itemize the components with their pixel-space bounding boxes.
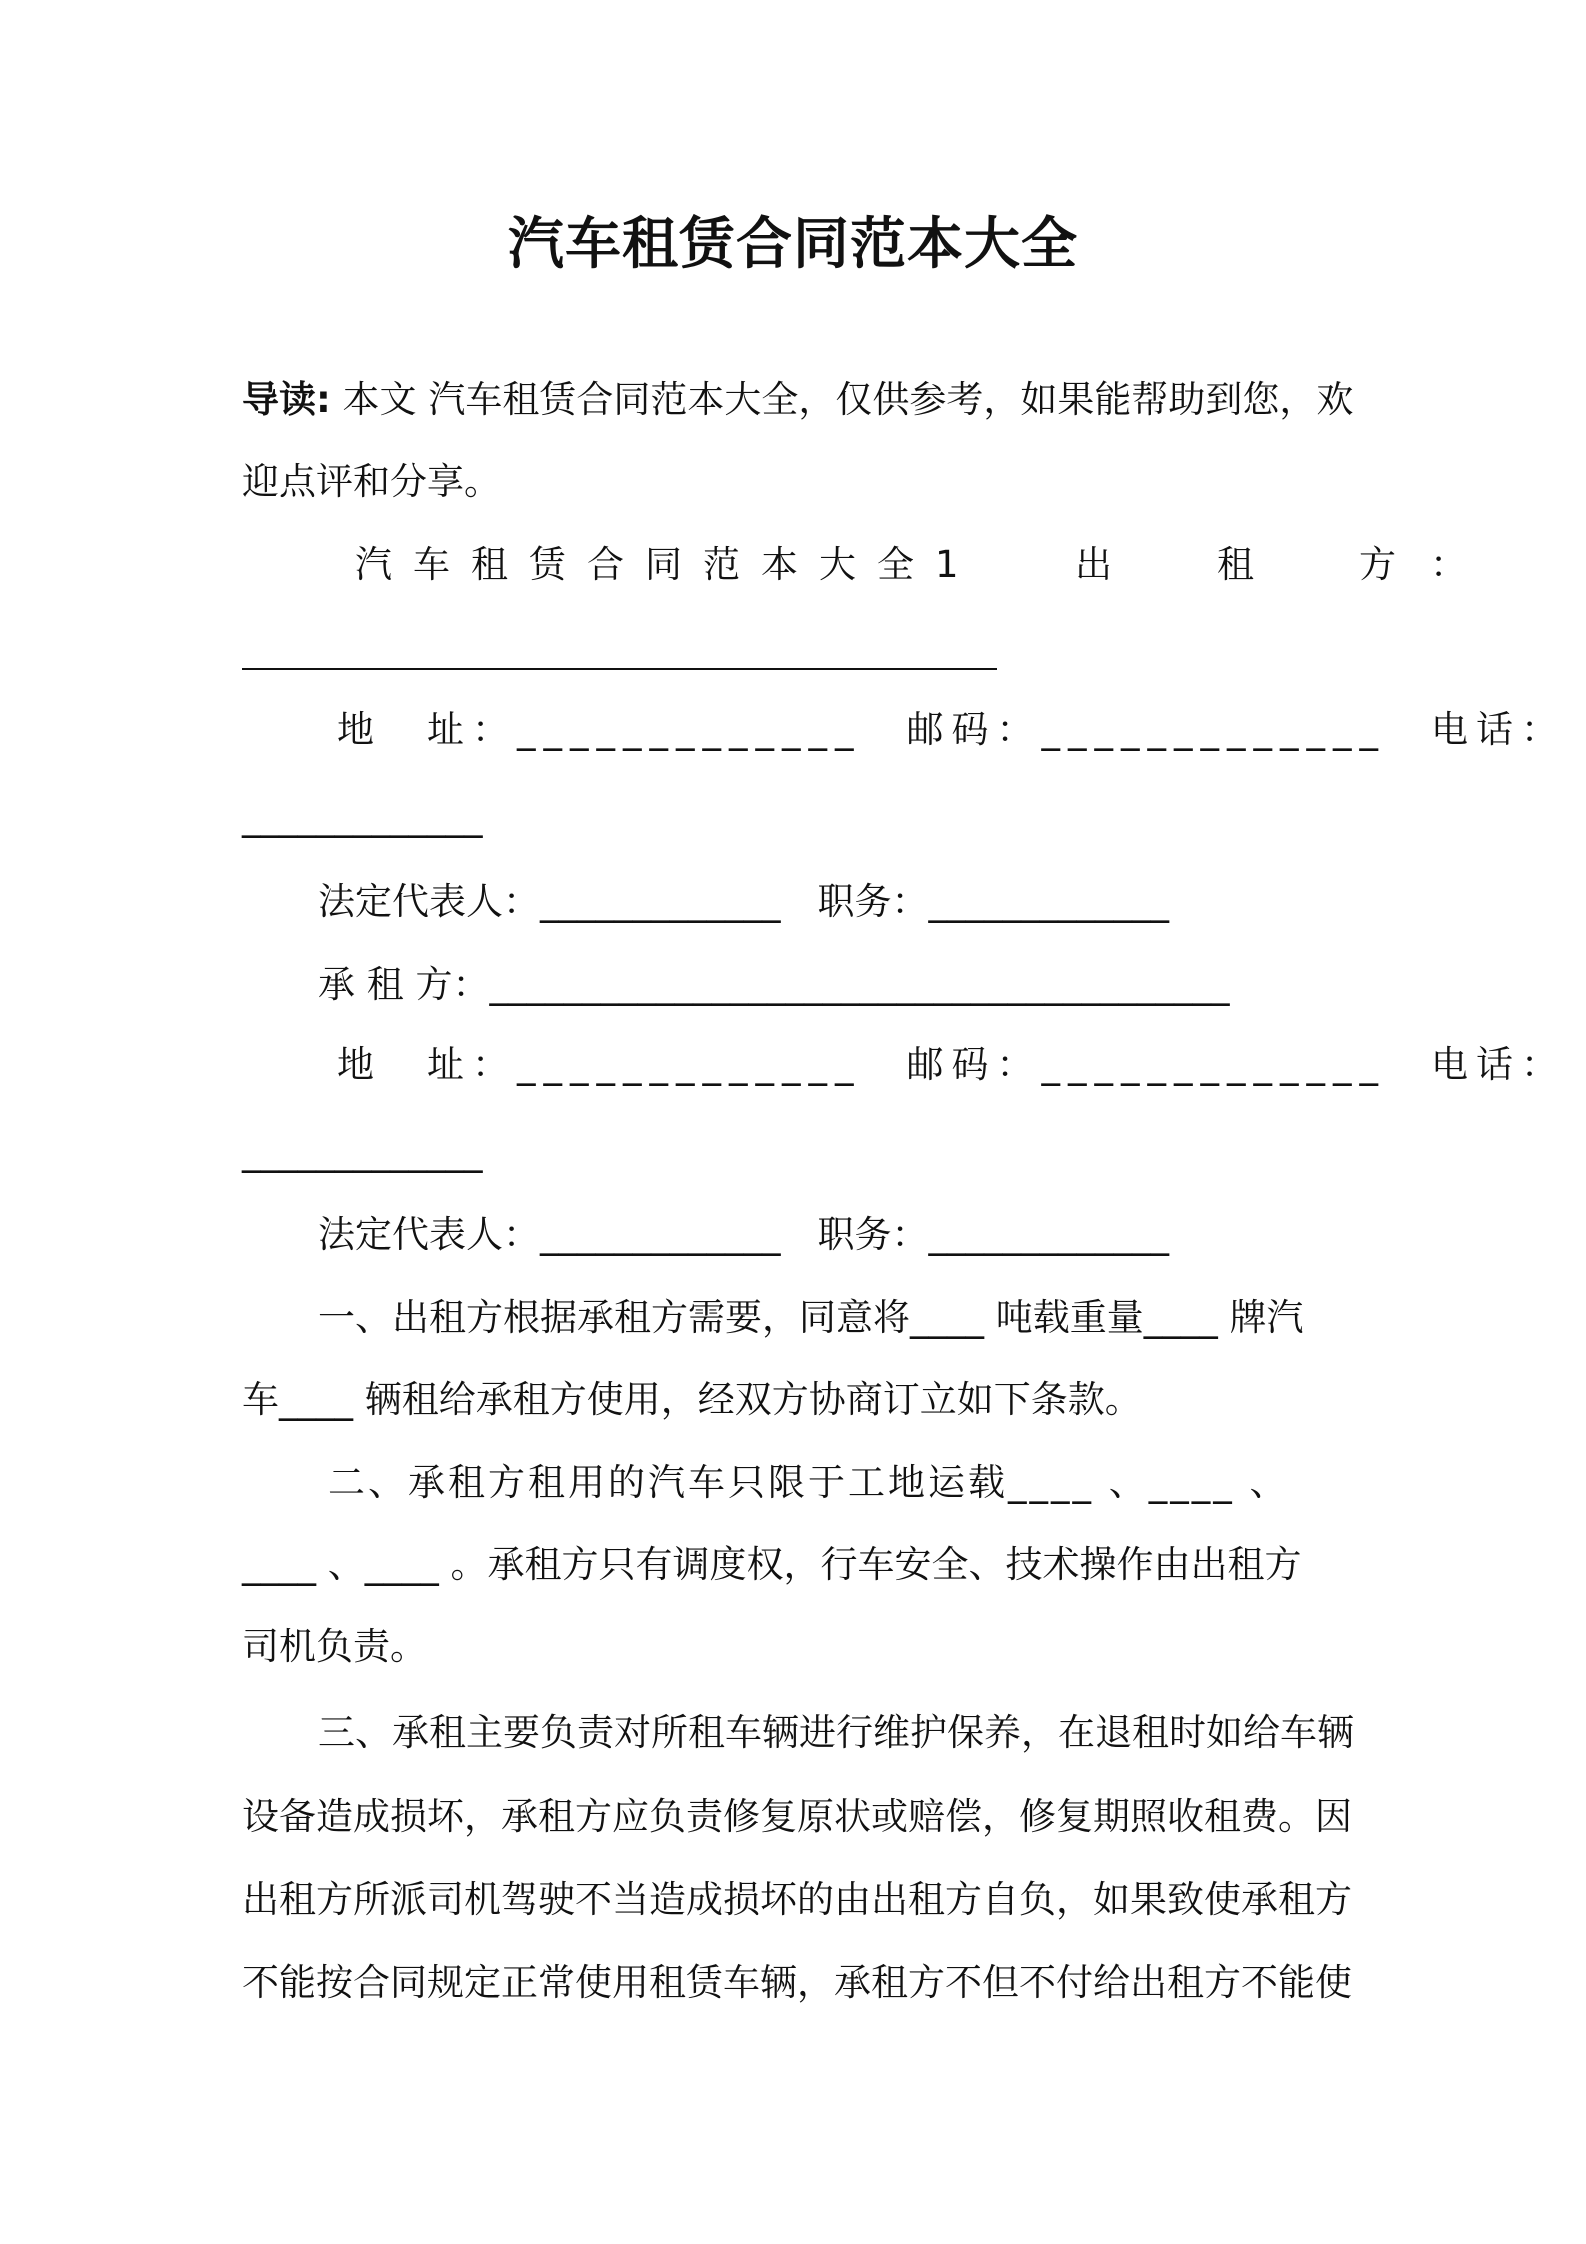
lessor-address-line: 地 址：_____________ 邮码：_____________ 电话： — [337, 708, 1566, 751]
lessor-label: 出 租 方： — [1075, 543, 1501, 586]
clause-2-line-3: 司机负责。 — [242, 1625, 427, 1668]
clause-2-line-1: 二、承租方租用的汽车只限于工地运载____ 、____ 、 — [328, 1461, 1290, 1504]
document-title: 汽车租赁合同范本大全 — [508, 212, 1078, 277]
section-heading: 汽车租赁合同范本大全1 — [355, 543, 980, 586]
lessor-phone-blank: _____________ — [242, 795, 483, 838]
intro-line-2: 迎点评和分享。 — [242, 460, 501, 503]
clause-3-line-3: 出租方所派司机驾驶不当造成损坏的由出租方自负，如果致使承租方 — [242, 1878, 1352, 1921]
clause-2-line-2: ____ 、____ 。承租方只有调度权，行车安全、技术操作由出租方 — [242, 1543, 1302, 1586]
lessee-phone-blank: _____________ — [242, 1130, 483, 1173]
clause-1-line-1: 一、出租方根据承租方需要，同意将____ 吨载重量____ 牌汽 — [318, 1296, 1304, 1339]
lessor-representative-line: 法定代表人：_____________ 职务：_____________ — [318, 880, 1169, 923]
lessee-line: 承 租 方：________________________________________ — [318, 963, 1230, 1006]
clause-3-line-4: 不能按合同规定正常使用租赁车辆，承租方不但不付给出租方不能使 — [242, 1961, 1352, 2004]
clause-3-line-1: 三、承租主要负责对所租车辆进行维护保养，在退租时如给车辆 — [318, 1711, 1354, 1754]
intro-text-1: 本文 汽车租赁合同范本大全，仅供参考，如果能帮助到您，欢 — [330, 378, 1354, 421]
intro-label: 导读: — [242, 378, 331, 421]
lessee-representative-line: 法定代表人：_____________ 职务：_____________ — [318, 1213, 1169, 1256]
lessor-name-blank — [242, 668, 997, 670]
clause-1-line-2: 车____ 辆租给承租方使用，经双方协商订立如下条款。 — [242, 1378, 1142, 1421]
clause-3-line-2: 设备造成损坏，承租方应负责修复原状或赔偿，修复期照收租费。因 — [242, 1795, 1352, 1838]
section-heading-row — [355, 535, 1501, 595]
intro-line-1 — [242, 370, 1352, 430]
lessee-address-line: 地 址：_____________ 邮码：_____________ 电话： — [337, 1043, 1566, 1086]
